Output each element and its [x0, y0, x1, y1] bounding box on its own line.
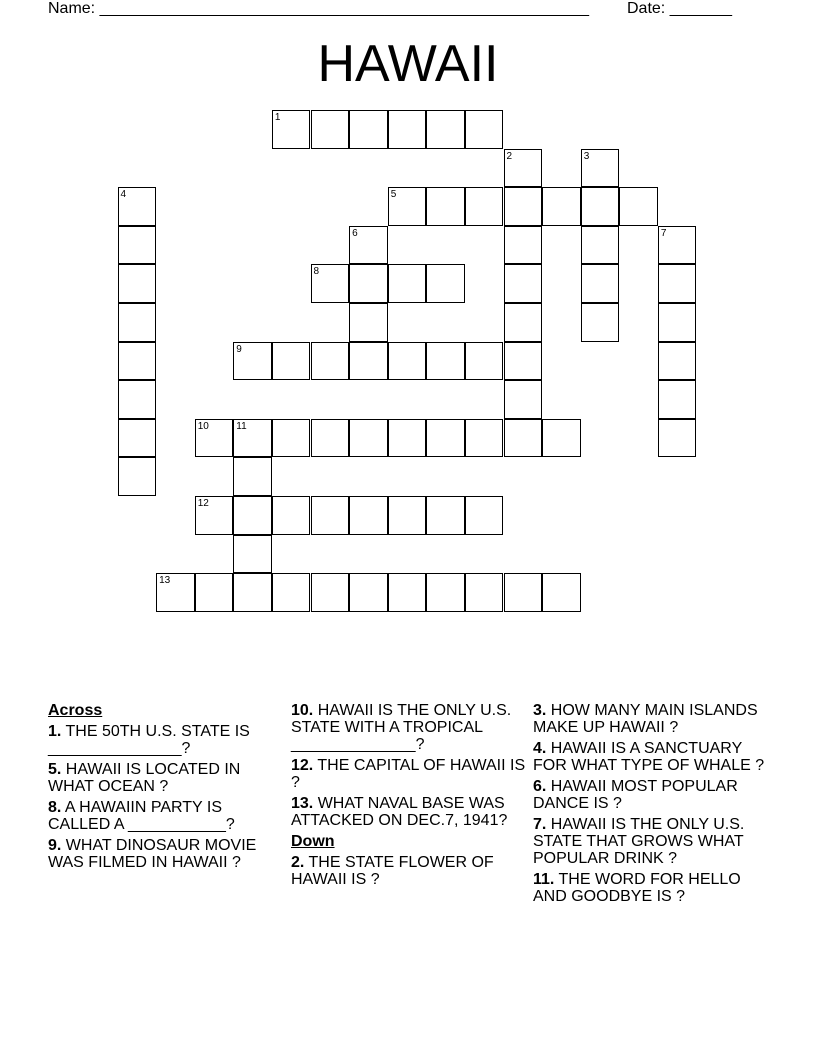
grid-cell[interactable]: [465, 187, 504, 226]
grid-cell[interactable]: [118, 264, 157, 303]
clue-across-5: [48, 761, 273, 795]
clue-text: HOW MANY MAIN ISLANDS MAKE UP HAWAII ?: [533, 702, 758, 736]
grid-cell[interactable]: [349, 419, 388, 458]
grid-cell[interactable]: [504, 303, 543, 342]
down-heading: Down: [291, 833, 335, 850]
grid-cell[interactable]: [581, 303, 620, 342]
grid-cell[interactable]: [311, 573, 350, 612]
grid-cell[interactable]: [156, 573, 195, 612]
grid-cell[interactable]: [118, 226, 157, 265]
cell-number: 8: [313, 266, 320, 278]
grid-cell[interactable]: [388, 496, 427, 535]
grid-cell[interactable]: [272, 573, 311, 612]
cell-number: 3: [583, 150, 590, 162]
grid-cell[interactable]: [388, 342, 427, 381]
cell-number: 1: [274, 112, 281, 123]
grid-cell[interactable]: [233, 342, 272, 381]
clue-down-4: [533, 740, 773, 774]
grid-cell[interactable]: [195, 573, 234, 612]
grid-cell[interactable]: [504, 187, 543, 226]
clue-number: 6.: [533, 778, 547, 795]
cell-number: 6: [352, 227, 358, 239]
grid-cell[interactable]: [233, 535, 272, 574]
cell-number: 2: [506, 150, 513, 162]
clue-across-1: [48, 723, 273, 757]
clue-text: HAWAII IS THE ONLY U.S. STATE THAT GROWS WHAT POPULAR DRINK ?: [533, 816, 745, 867]
clue-column-1: [48, 702, 273, 875]
clue-down-2: [291, 854, 526, 888]
grid-cell[interactable]: [658, 303, 697, 342]
grid-cell[interactable]: [426, 342, 465, 381]
grid-cell[interactable]: [195, 496, 234, 535]
grid-cell[interactable]: [581, 187, 620, 226]
name-field-label: Name: _______________________________________________________: [48, 0, 589, 17]
clue-across-9: [48, 837, 273, 871]
clue-text: HAWAII MOST POPULAR DANCE IS ?: [533, 778, 738, 812]
grid-cell[interactable]: [272, 342, 311, 381]
clue-number: 4.: [533, 740, 547, 757]
grid-cell[interactable]: [465, 573, 504, 612]
clue-across-10: [291, 702, 526, 753]
grid-cell[interactable]: [542, 573, 581, 612]
clue-down-11: [533, 871, 773, 905]
grid-cell[interactable]: [465, 110, 504, 149]
grid-cell[interactable]: [504, 342, 543, 381]
grid-cell[interactable]: [658, 342, 697, 381]
grid-cell[interactable]: [233, 457, 272, 496]
grid-cell[interactable]: [581, 149, 620, 188]
grid-cell[interactable]: [118, 187, 157, 226]
date-field-label: Date: _______: [627, 0, 732, 17]
cell-number: 12: [197, 498, 209, 509]
grid-cell[interactable]: [349, 110, 388, 149]
grid-cell[interactable]: [388, 110, 427, 149]
grid-cell[interactable]: [504, 149, 543, 188]
clue-number: 5.: [48, 761, 62, 778]
grid-cell[interactable]: [658, 226, 697, 265]
grid-cell[interactable]: [426, 419, 465, 458]
grid-cell[interactable]: [465, 496, 504, 535]
grid-cell[interactable]: [311, 342, 350, 381]
grid-cell[interactable]: [619, 187, 658, 226]
grid-cell[interactable]: [465, 342, 504, 381]
clue-down-6: [533, 778, 773, 812]
clue-across-8: [48, 799, 273, 833]
clue-number: 7.: [533, 816, 547, 833]
grid-cell[interactable]: [388, 419, 427, 458]
grid-cell[interactable]: [272, 110, 311, 149]
clue-number: 12.: [291, 757, 314, 774]
cell-number: 13: [159, 575, 171, 587]
grid-cell[interactable]: [542, 187, 581, 226]
grid-cell[interactable]: [426, 264, 465, 303]
clue-text: THE CAPITAL OF HAWAII IS ?: [291, 757, 526, 791]
grid-cell[interactable]: [658, 380, 697, 419]
grid-cell[interactable]: [349, 573, 388, 612]
clue-down-7: [533, 816, 773, 867]
grid-cell[interactable]: [272, 496, 311, 535]
cell-number: 11: [236, 420, 247, 432]
grid-cell[interactable]: [118, 342, 157, 381]
cell-number: 5: [390, 189, 397, 201]
clue-text: WHAT NAVAL BASE WAS ATTACKED ON DEC.7, 1941?: [291, 795, 508, 829]
grid-cell[interactable]: [233, 573, 272, 612]
clue-text: THE WORD FOR HELLO AND GOODBYE IS ?: [533, 871, 741, 905]
grid-cell[interactable]: [504, 419, 543, 458]
clue-text: WHAT DINOSAUR MOVIE WAS FILMED IN HAWAII ?: [48, 837, 257, 871]
clue-column-2: [291, 702, 526, 892]
clue-down-3: [533, 702, 773, 736]
clue-number: 10.: [291, 702, 314, 719]
clue-number: 3.: [533, 702, 547, 719]
clue-text: A HAWAIIN PARTY IS CALLED A ___________?: [48, 799, 235, 833]
grid-cell[interactable]: [542, 419, 581, 458]
cell-number: 4: [120, 189, 127, 201]
clue-text: HAWAII IS LOCATED IN WHAT OCEAN ?: [48, 761, 241, 795]
clue-number: 9.: [48, 837, 62, 854]
clue-number: 13.: [291, 795, 314, 812]
grid-cell[interactable]: [388, 264, 427, 303]
grid-cell[interactable]: [195, 419, 234, 458]
grid-cell[interactable]: [311, 419, 350, 458]
clue-number: 8.: [48, 799, 62, 816]
grid-cell[interactable]: [118, 419, 157, 458]
grid-cell[interactable]: [465, 419, 504, 458]
grid-cell[interactable]: [581, 264, 620, 303]
grid-cell[interactable]: [388, 573, 427, 612]
grid-cell[interactable]: [349, 496, 388, 535]
grid-cell[interactable]: [118, 303, 157, 342]
cell-number: 7: [660, 227, 667, 239]
grid-cell[interactable]: [311, 110, 350, 149]
grid-cell[interactable]: [311, 264, 350, 303]
clue-text: THE 50TH U.S. STATE IS _______________?: [48, 723, 250, 757]
grid-cell[interactable]: [388, 187, 427, 226]
grid-cell[interactable]: [426, 496, 465, 535]
grid-cell[interactable]: [426, 573, 465, 612]
grid-cell[interactable]: [658, 264, 697, 303]
grid-cell[interactable]: [118, 457, 157, 496]
across-heading: Across: [48, 702, 103, 719]
clue-across-13: [291, 795, 526, 829]
grid-cell[interactable]: [349, 264, 388, 303]
cell-number: 10: [197, 420, 209, 432]
grid-cell[interactable]: [233, 496, 272, 535]
grid-cell[interactable]: [311, 496, 350, 535]
grid-cell[interactable]: [426, 187, 465, 226]
clue-number: 1.: [48, 723, 62, 740]
grid-cell[interactable]: [504, 226, 543, 265]
grid-cell[interactable]: [349, 226, 388, 265]
clue-number: 2.: [291, 854, 305, 871]
grid-cell[interactable]: [118, 380, 157, 419]
clue-text: HAWAII IS THE ONLY U.S. STATE WITH A TROPICAL ______________?: [291, 702, 512, 753]
clue-column-3: [533, 702, 773, 909]
clue-number: 11.: [533, 871, 555, 888]
grid-cell[interactable]: [658, 419, 697, 458]
grid-cell[interactable]: [504, 264, 543, 303]
grid-cell[interactable]: [504, 573, 543, 612]
clue-text: HAWAII IS A SANCTUARY FOR WHAT TYPE OF WHALE ?: [533, 740, 765, 774]
grid-cell[interactable]: [233, 419, 272, 458]
grid-cell[interactable]: [272, 419, 311, 458]
grid-cell[interactable]: [581, 226, 620, 265]
grid-cell[interactable]: [426, 110, 465, 149]
grid-cell[interactable]: [349, 342, 388, 381]
grid-cell[interactable]: [349, 303, 388, 342]
cell-number: 9: [236, 343, 242, 355]
grid-cell[interactable]: [504, 380, 543, 419]
clue-text: THE STATE FLOWER OF HAWAII IS ?: [291, 854, 494, 888]
page-title: HAWAII: [317, 35, 499, 93]
clue-across-12: [291, 757, 526, 791]
